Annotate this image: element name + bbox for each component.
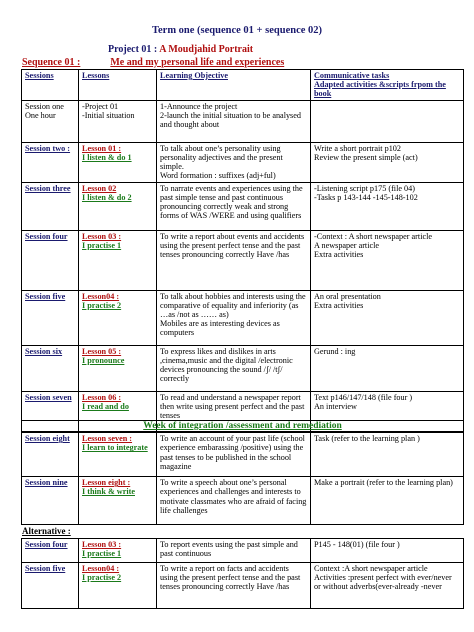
table-row xyxy=(22,345,464,391)
session-cell: Session seven xyxy=(22,391,79,431)
tasks-cell: -Listening script p175 (file 04) -Tasks p 143-144 -145-148-102 xyxy=(311,182,464,230)
lesson-name: I practise 1 xyxy=(82,549,122,559)
lesson-number: Lesson 06 : xyxy=(82,392,122,402)
project-name: A Moudjahid Portrait xyxy=(159,44,254,55)
table-row xyxy=(22,100,464,142)
lesson-number: Lesson 01 : xyxy=(82,143,122,153)
lesson-number: Lesson seven : xyxy=(82,434,133,444)
lesson-cell xyxy=(79,182,157,230)
objective-cell: To talk about hobbies and interests using the comparative of equality and inferiority (as …as /not as …… as) Mobiles are as interesting devices as computers xyxy=(157,290,311,345)
col-lessons: Lessons xyxy=(79,70,157,101)
sequence-name: Me and my personal life and experiences xyxy=(110,57,285,68)
lesson-name: I learn to integrate xyxy=(82,443,148,453)
table-row xyxy=(22,477,464,525)
lesson-name: I pronounce xyxy=(82,355,125,365)
lesson-plan-table xyxy=(21,69,464,432)
integration-band xyxy=(22,421,464,433)
lesson-cell xyxy=(79,100,157,142)
lesson-number: Lesson 03 : xyxy=(82,540,122,549)
col-sessions: Sessions xyxy=(22,70,79,101)
alternative-table xyxy=(21,538,464,609)
lesson-number: Lesson 05 : xyxy=(82,346,122,356)
lesson-name: I practise 1 xyxy=(82,240,122,250)
lesson-name: I listen & do 2 xyxy=(82,192,132,202)
objective-cell: To narrate events and experiences using the past simple tense and past continuous pronouncing correctly weak and strong forms of WAS /WERE and using qualifiers xyxy=(157,182,311,230)
table-header-row xyxy=(22,70,464,101)
tasks-cell: Make a portrait (refer to the learning plan) xyxy=(311,477,464,525)
objective-cell: To talk about one’s personality using personality adjectives and the present simple. Word formation : suffixes (adj+ful) xyxy=(157,142,311,182)
tasks-cell: Write a short portrait p102 Review the present simple (act) xyxy=(311,142,464,182)
table-row xyxy=(22,433,464,477)
session-cell: Session six xyxy=(22,345,79,391)
tasks-cell: An oral presentation Extra activities xyxy=(311,290,464,345)
col-tasks: Communicative tasks Adapted activities &scripts frpom the book xyxy=(311,70,464,101)
objective-cell: To write a report about events and accidents using the present perfect tense and the past tenses pronouncing correctly Have /has xyxy=(157,230,311,290)
lesson-cell xyxy=(79,142,157,182)
objective-cell: To write a speech about one’s personal experiences and challenges and interests to motivate classmates who are afraid of facing life challenges xyxy=(157,477,311,525)
sequence-title xyxy=(22,57,284,68)
table-row xyxy=(22,182,464,230)
tasks-cell: P145 - 148(01) (file four ) xyxy=(311,539,464,563)
integration-table xyxy=(21,420,464,525)
session-cell: Session nine xyxy=(22,477,79,525)
project-label: Project 01 : xyxy=(108,44,158,55)
page-header: Term one (sequence 01 + sequence 02) xyxy=(151,25,323,36)
lesson-cell xyxy=(79,539,157,563)
objective-cell: To express likes and dislikes in arts ,cinema,music and the digital /electronic devices pronouncing the sound /ʃ/ /tʃ/ correctly xyxy=(157,345,311,391)
tasks-cell: Text p146/147/148 (file four ) An interview xyxy=(311,391,464,431)
session-cell: Session five xyxy=(22,290,79,345)
lesson-number: Lesson04 : xyxy=(82,291,120,301)
objective-cell: To write an account of your past life (school experience embarassing /positive) using the past tenses to be published in the school magazine xyxy=(157,433,311,477)
tasks-cell: Task (refer to the learning plan ) xyxy=(311,433,464,477)
table-row xyxy=(22,563,464,609)
lesson-number: Lesson 02 xyxy=(82,183,117,193)
lesson-name: I read and do xyxy=(82,401,129,411)
lesson-number: -Project 01 xyxy=(82,101,119,111)
session-cell: Session four xyxy=(22,230,79,290)
lesson-name: I listen & do 1 xyxy=(82,152,132,162)
objective-cell: To report events using the past simple and past continuous xyxy=(157,539,311,563)
lesson-cell xyxy=(79,345,157,391)
tasks-cell: Context :A short newspaper article Activities :present perfect with ever/never or without adverbs(ever-already -never xyxy=(311,563,464,609)
session-cell: Session one One hour xyxy=(22,100,79,142)
table-row xyxy=(22,230,464,290)
lesson-number: Lesson 03 : xyxy=(82,231,122,241)
tasks-cell: Gerund : ing xyxy=(311,345,464,391)
lesson-name: I practise 2 xyxy=(82,300,122,310)
tasks-cell xyxy=(311,100,464,142)
session-cell: Session eight xyxy=(22,433,79,477)
integration-title: Week of integration /assessment and remediation xyxy=(22,421,464,433)
table-row xyxy=(22,142,464,182)
lesson-name: -Initial situation xyxy=(82,110,135,120)
project-title xyxy=(108,44,253,55)
lesson-cell xyxy=(79,290,157,345)
lesson-cell xyxy=(79,433,157,477)
lesson-cell xyxy=(79,477,157,525)
session-cell: Session five xyxy=(22,563,79,609)
col-objective: Learning Objective xyxy=(157,70,311,101)
lesson-number: Lesson04 : xyxy=(82,564,120,573)
objective-cell: 1-Announce the project 2-launch the initial situation to be analysed and thought about xyxy=(157,100,311,142)
lesson-cell xyxy=(79,230,157,290)
lesson-name: I practise 2 xyxy=(82,573,122,583)
lesson-name: I think & write xyxy=(82,487,135,497)
table-row xyxy=(22,290,464,345)
table-row xyxy=(22,539,464,563)
alternative-label: Alternative : xyxy=(22,526,71,536)
lesson-cell xyxy=(79,563,157,609)
objective-cell: To read and understand a newspaper report then write using present perfect and the past tenses xyxy=(157,391,311,431)
objective-cell: To write a report on facts and accidents using the present perfect tense and the past tenses pronouncing correctly Have /has xyxy=(157,563,311,609)
session-cell: Session two : xyxy=(22,142,79,182)
session-cell: Session three xyxy=(22,182,79,230)
sequence-label: Sequence 01 : xyxy=(22,57,81,68)
lesson-number: Lesson eight : xyxy=(82,478,131,488)
session-cell: Session four xyxy=(22,539,79,563)
tasks-cell: -Context : A short newspaper article A newspaper article Extra activities xyxy=(311,230,464,290)
